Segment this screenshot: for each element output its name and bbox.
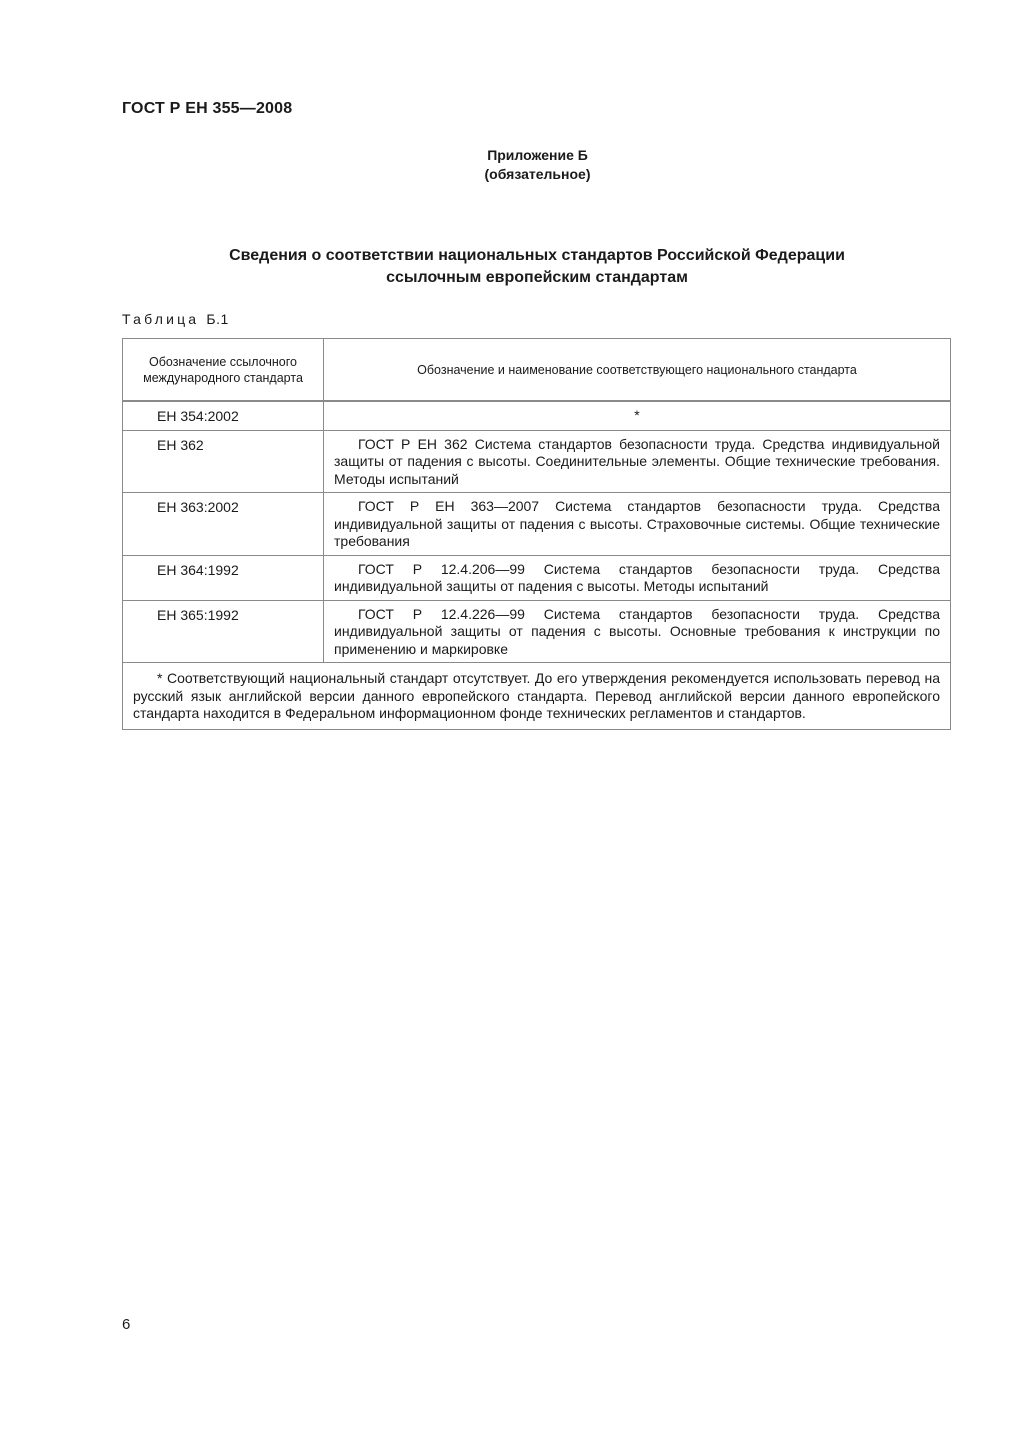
table-row (123, 430, 951, 493)
national-standard-text: ГОСТ Р ЕН 363—2007 Система стандартов безопасности труда. Средства индивидуальной защиты от падения с высоты. Страховочные системы. Общие технические требования (334, 498, 940, 549)
national-standard-text: ГОСТ Р 12.4.226—99 Система стандартов безопасности труда. Средства индивидуальной защиты от падения с высоты. Основные требования к инструкции по применению и маркировке (334, 605, 940, 657)
standards-table (122, 338, 951, 730)
reference-standard-cell: ЕН 364:1992 (123, 555, 324, 600)
national-standard-cell (324, 555, 951, 600)
table-row (123, 493, 951, 556)
table-row (123, 600, 951, 663)
section-title-line-2: ссылочным европейским стандартам (386, 269, 688, 286)
national-standard-cell: * (324, 402, 951, 431)
table-footnote-text: * Соответствующий национальный стандарт отсутствует. До его утверждения рекомендуется использовать перевод на русский язык английской версии данного европейского стандарта. Перевод английской версии данного европейского стандарта находится в Федеральном информационном фонде технических регламентов и стандартов. (133, 670, 940, 721)
reference-standard-cell: ЕН 363:2002 (123, 493, 324, 556)
table-caption-number: Б.1 (206, 311, 229, 327)
national-standard-cell (324, 600, 951, 663)
table-caption (122, 311, 229, 327)
document-code: ГОСТ Р ЕН 355—2008 (122, 100, 293, 117)
reference-standard-cell: ЕН 365:1992 (123, 600, 324, 663)
reference-standard-cell: ЕН 362 (123, 430, 324, 493)
appendix-label: Приложение Б (487, 147, 588, 163)
table-footnote (123, 663, 951, 730)
table-row (123, 402, 951, 431)
column-header-reference: Обозначение ссылочного международного стандарта (123, 339, 324, 401)
national-standard-text: ГОСТ Р 12.4.206—99 Система стандартов безопасности труда. Средства индивидуальной защиты от падения с высоты. Методы испытаний (334, 560, 940, 594)
table-row (123, 555, 951, 600)
table-footnote-row (123, 663, 951, 730)
table-header-row (123, 339, 951, 401)
reference-standard-cell: ЕН 354:2002 (123, 402, 324, 431)
appendix-heading (0, 146, 1024, 184)
appendix-status: (обязательное) (484, 166, 591, 182)
section-title-line-1: Сведения о соответствии национальных стандартов Российской Федерации (229, 247, 845, 264)
page-number: 6 (122, 1316, 131, 1333)
national-standard-text: ГОСТ Р ЕН 362 Система стандартов безопасности труда. Средства индивидуальной защиты от падения с высоты. Соединительные элементы. Общие технические требования. Методы испытаний (334, 435, 940, 487)
national-standard-cell (324, 493, 951, 556)
national-standard-cell (324, 430, 951, 493)
table-caption-prefix: Таблица (122, 311, 200, 327)
column-header-national: Обозначение и наименование соответствующего национального стандарта (324, 339, 951, 401)
section-title (122, 245, 952, 289)
